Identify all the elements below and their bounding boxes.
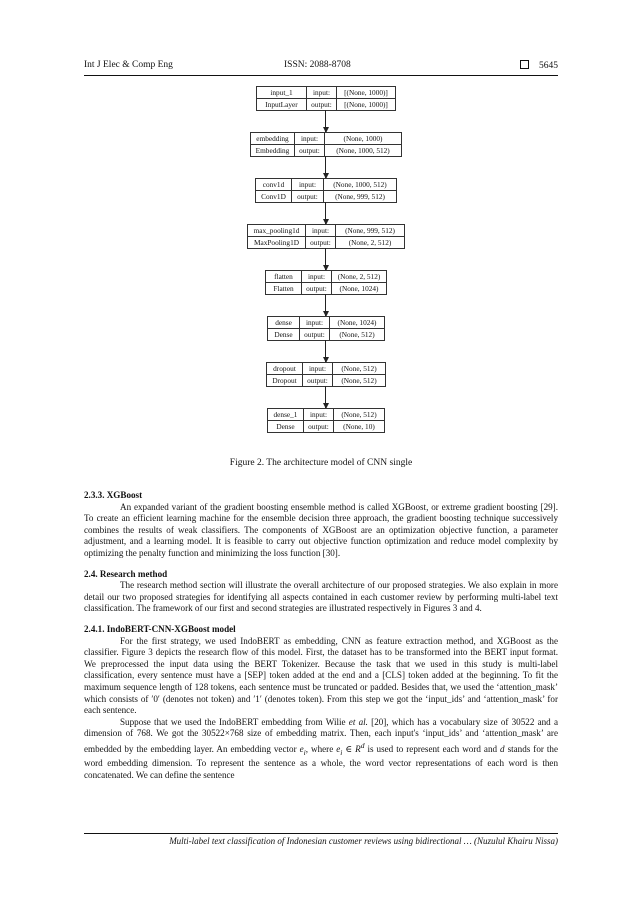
input-label: input:: [300, 317, 330, 329]
layer-node-flatten: [265, 270, 387, 295]
output-shape: [(None, 1000)]: [344, 100, 388, 109]
layer-type: Dense: [268, 421, 304, 432]
input-label: input:: [304, 409, 334, 421]
input-shape: (None, 512): [333, 363, 385, 375]
output-label: output:: [302, 283, 332, 294]
input-shape: (None, 1000): [325, 133, 401, 145]
layer-type: Dense: [268, 329, 300, 340]
journal-name: Int J Elec & Comp Eng: [84, 60, 173, 70]
output-label: output:: [307, 99, 337, 110]
figure-caption: Figure 2. The architecture model of CNN single: [229, 458, 413, 468]
layer-name: dropout: [267, 363, 303, 375]
flow-arrow: [325, 202, 326, 224]
paragraph-model-2: Suppose that we used the IndoBERT embedding from Wilie et al. [20], which has a vocabulary size of 30522 and a dimension of 768. We got the 30522×768 size of embedding matrix. Then, each input's ‘input_ids’ and ‘attention_mask’ are embedded by the embedding layer. An embedding vector $e_i$, where $e_i$ ∈ $R^d$ is used to represent each word and d stands for the word embedding dimension. To represent the sentence as a whole, the word vector representations of each word is then concatenated. We can define the sentence: [84, 716, 559, 780]
output-label: output:: [306, 237, 336, 248]
layer-node-dense: [267, 316, 385, 341]
flow-arrow: [325, 386, 326, 408]
layer-type: Dropout: [267, 375, 303, 386]
footer-rule: [84, 833, 558, 834]
layer-node-input-1: [256, 86, 396, 111]
layer-node-max-pooling1d: [247, 224, 405, 249]
layer-type: Flatten: [266, 283, 302, 294]
output-shape: (None, 512): [341, 376, 377, 385]
output-shape: (None, 1000, 512): [336, 146, 390, 155]
output-shape: (None, 999, 512): [335, 192, 385, 201]
input-label: input:: [295, 133, 325, 145]
input-label: input:: [302, 271, 332, 283]
flow-arrow: [325, 248, 326, 270]
output-shape: (None, 1024): [339, 284, 379, 293]
output-label: output:: [300, 329, 330, 340]
input-shape: (None, 999, 512): [336, 225, 404, 237]
input-shape: (None, 2, 512): [332, 271, 386, 283]
section-heading-xgboost: 2.3.3. XGBoost: [84, 490, 143, 500]
page-footer: Multi-label text classification of Indonesian customer reviews using bidirectional … (Nuzulul Khairu Nissa): [169, 836, 558, 846]
layer-type: Embedding: [251, 145, 295, 156]
output-shape: (None, 2, 512): [348, 238, 392, 247]
body-text: [84, 490, 558, 782]
layer-name: dense: [268, 317, 300, 329]
output-label: output:: [303, 375, 333, 386]
output-label: output:: [304, 421, 334, 432]
output-shape: (None, 512): [339, 330, 375, 339]
flow-arrow: [325, 294, 326, 316]
input-label: input:: [303, 363, 333, 375]
paragraph-xgboost: An expanded variant of the gradient boosting ensemble method is called XGBoost, or extreme gradient boosting [29]. To create an efficient learning machine for the ensemble decision three approach, the gradient boosting technique successively combines the results of weak classifiers. The components of XGBoost are an optimization objective function, a parameter adjustment, and a learning model. It is feasible to carry out objective function optimization and reduce model complexity by optimizing the penalty function and minimizing the loss function [30].: [84, 501, 558, 558]
layer-name: flatten: [266, 271, 302, 283]
layer-name: dense_1: [268, 409, 304, 421]
page-number: 5645: [539, 61, 558, 71]
layer-name: input_1: [257, 87, 307, 99]
section-heading-research-method: 2.4. Research method: [84, 568, 168, 579]
layer-node-dropout: [266, 362, 386, 387]
issn: ISSN: 2088-8708: [284, 60, 351, 70]
input-shape: (None, 1024): [330, 317, 384, 329]
flow-arrow: [325, 340, 326, 362]
layer-name: embedding: [251, 133, 295, 145]
output-label: output:: [295, 145, 325, 156]
input-label: input:: [292, 179, 324, 191]
layer-type: MaxPooling1D: [248, 237, 306, 248]
layer-type: Conv1D: [256, 191, 292, 202]
paragraph-research-method: The research method section will illustrate the overall architecture of our proposed strategies. We also explain in more detail our two proposed strategies for identifying all aspects contained in each customer review by performing multi-label text classification. The framework of our first and second strategies are illustrated respectively in Figures 3 and 4.: [84, 580, 558, 614]
section-heading-model: 2.4.1. IndoBERT-CNN-XGBoost model: [84, 623, 236, 634]
flow-arrow: [325, 110, 326, 132]
layer-node-dense-1: [267, 408, 385, 433]
input-label: input:: [306, 225, 336, 237]
input-shape: (None, 1000, 512): [324, 179, 396, 191]
output-shape: (None, 10): [343, 422, 375, 431]
input-shape: (None, 512): [334, 409, 384, 421]
paragraph-model-1: For the first strategy, we used IndoBERT as embedding, CNN as feature extraction method, and XGBoost as the classifier. Figure 3 depicts the research flow of this model. First, the dataset has to be transformed into the BERT input format. We preprocessed the input data using the BERT Tokenizer. Because the task that we used in this study is multi-label classification, every sentence must have a [SEP] token added at the end and a [CLS] token added at the beginning. To fit the maximum sequence length of 128 tokens, each sentence must be truncated or padded. Besides that, we used the ‘attention_mask’ which consists of ′0′ (denotes not token) and ′1′ (denotes token). From this step we got the ‘input_ids’ and ‘attention_mask’ for each sentence.: [84, 635, 558, 716]
output-label: output:: [292, 191, 324, 202]
layer-name: conv1d: [256, 179, 292, 191]
layer-node-conv1d: [255, 178, 397, 203]
input-shape: [(None, 1000)]: [337, 87, 395, 99]
layer-type: InputLayer: [257, 99, 307, 110]
flow-arrow: [325, 156, 326, 178]
input-label: input:: [307, 87, 337, 99]
layer-name: max_pooling1d: [248, 225, 306, 237]
layer-node-embedding: [250, 132, 402, 157]
